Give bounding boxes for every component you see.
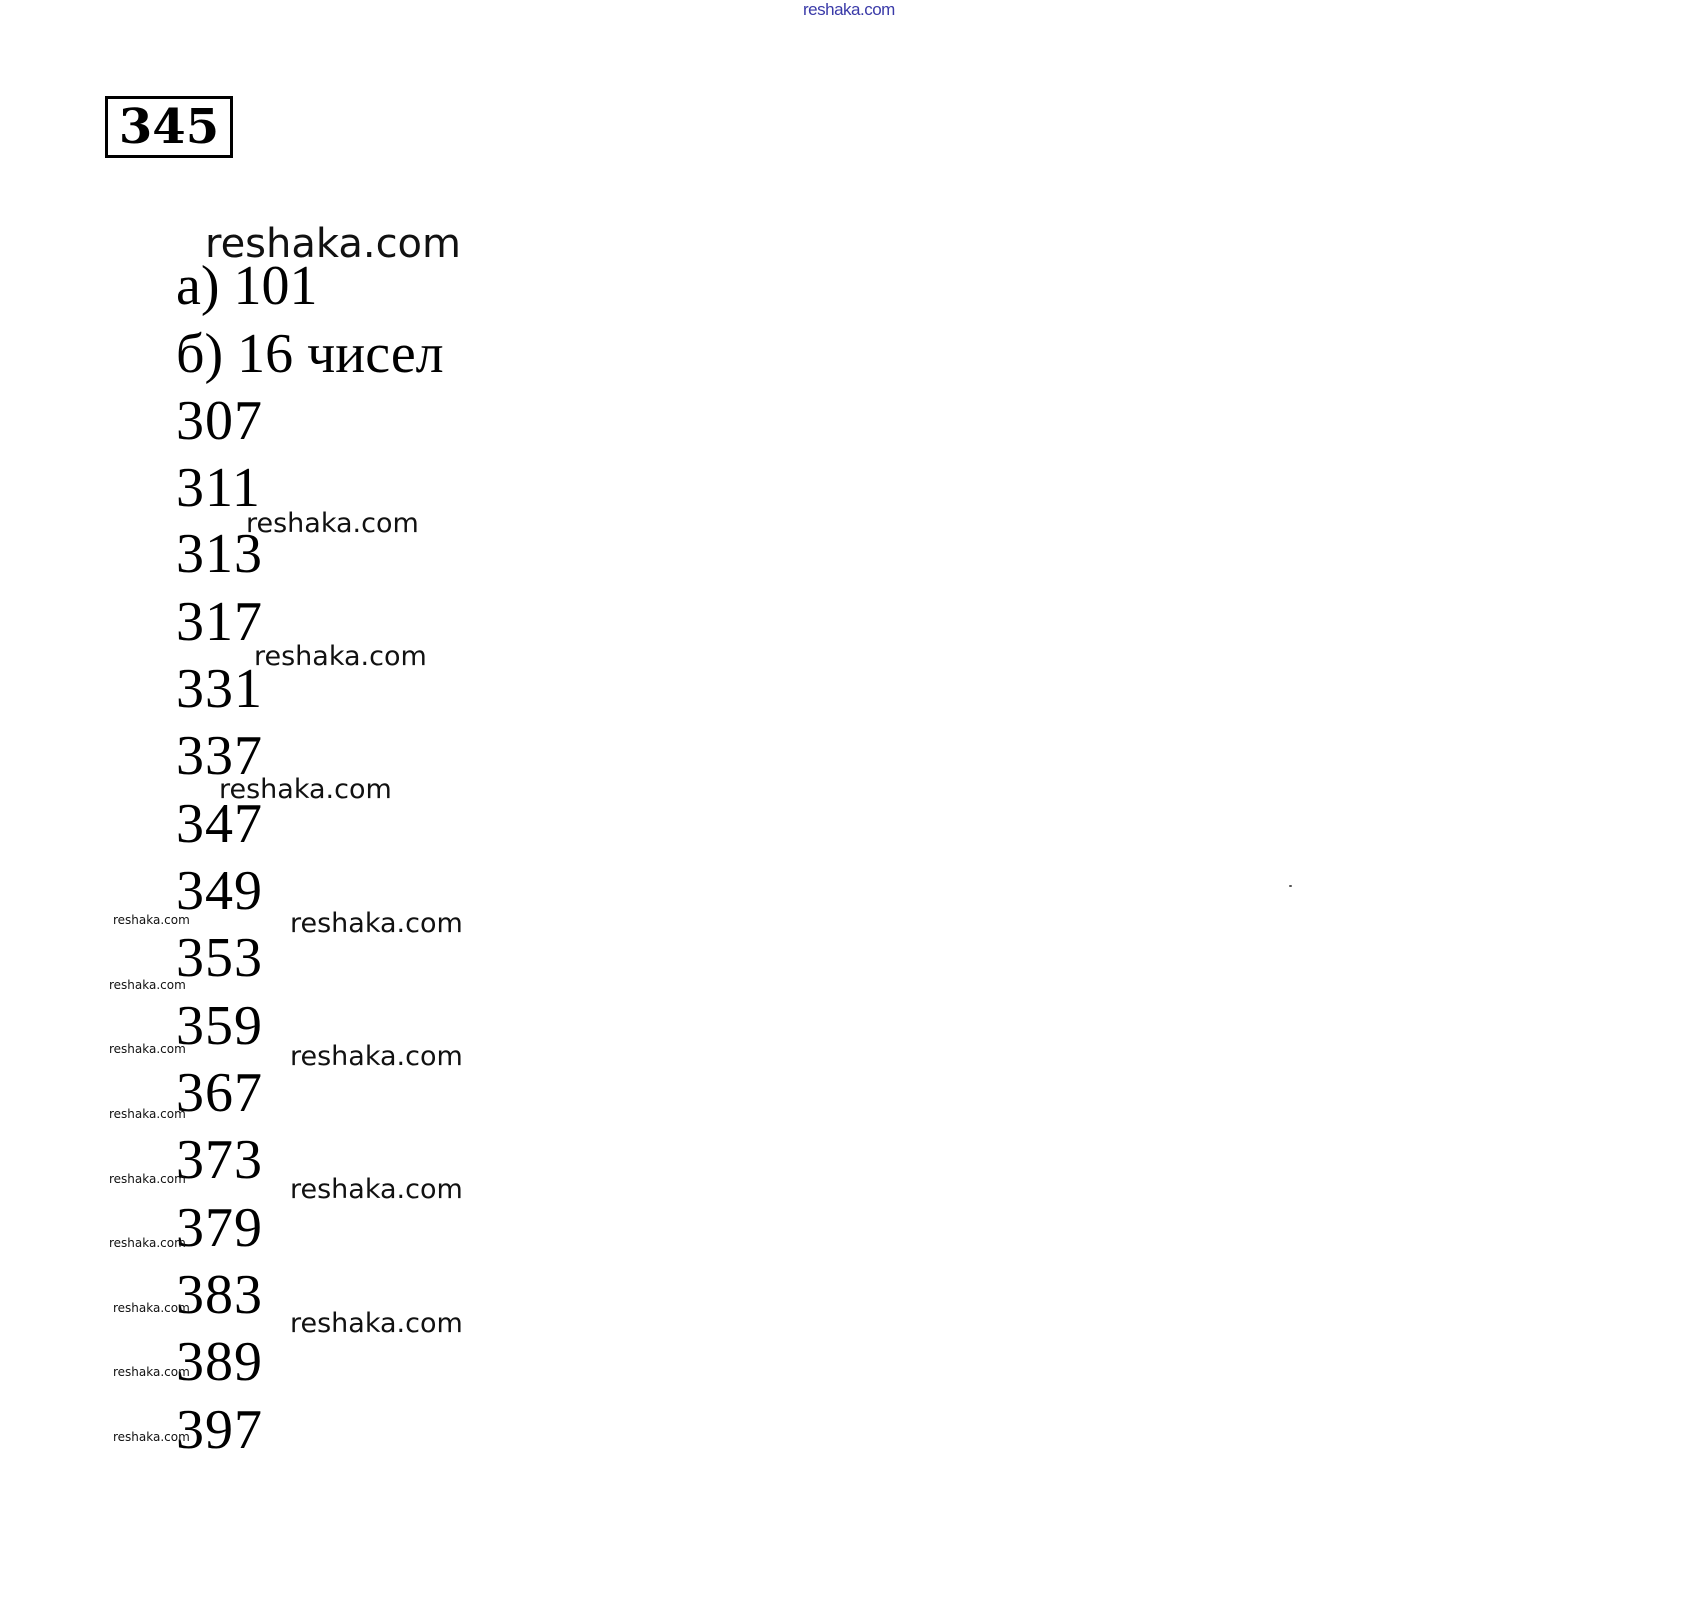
watermark: reshaka.com [109, 978, 186, 992]
number-item: 359 [176, 995, 263, 1057]
number-item: 367 [176, 1062, 263, 1124]
answer-b: б) 16 чисел [176, 323, 444, 385]
number-item: 311 [176, 457, 261, 519]
watermark: reshaka.com [113, 1430, 190, 1444]
problem-number-box [105, 96, 233, 158]
problem-number: 345 [118, 99, 220, 155]
watermark: reshaka.com [290, 1041, 463, 1072]
watermark: reshaka.com [290, 908, 463, 939]
number-item: 379 [176, 1197, 263, 1259]
answer-a: а) 101 [176, 255, 318, 317]
number-item: 349 [176, 860, 263, 922]
watermark: reshaka.com [290, 1308, 463, 1339]
watermark: reshaka.com [205, 221, 461, 267]
number-item: 337 [176, 725, 263, 787]
site-header-watermark: reshaka.com [803, 0, 895, 19]
number-item: 347 [176, 793, 263, 855]
number-item: 317 [176, 591, 263, 653]
number-item: 307 [176, 390, 263, 452]
watermark: reshaka.com [113, 913, 190, 927]
number-item: 389 [176, 1331, 263, 1393]
watermark: reshaka.com [246, 508, 419, 539]
watermark: reshaka.com [109, 1172, 186, 1186]
watermark: reshaka.com [109, 1236, 186, 1250]
watermark: reshaka.com [290, 1174, 463, 1205]
speck [1289, 885, 1292, 887]
watermark: reshaka.com [254, 641, 427, 672]
number-item: 353 [176, 927, 263, 989]
number-item: 331 [176, 658, 263, 720]
number-item: 383 [176, 1264, 263, 1326]
number-item: 373 [176, 1129, 263, 1191]
watermark: reshaka.com [109, 1042, 186, 1056]
watermark: reshaka.com [109, 1107, 186, 1121]
number-item: 397 [176, 1399, 263, 1461]
watermark: reshaka.com [113, 1301, 190, 1315]
number-item: 313 [176, 523, 263, 585]
watermark: reshaka.com [219, 774, 392, 805]
watermark: reshaka.com [113, 1365, 190, 1379]
